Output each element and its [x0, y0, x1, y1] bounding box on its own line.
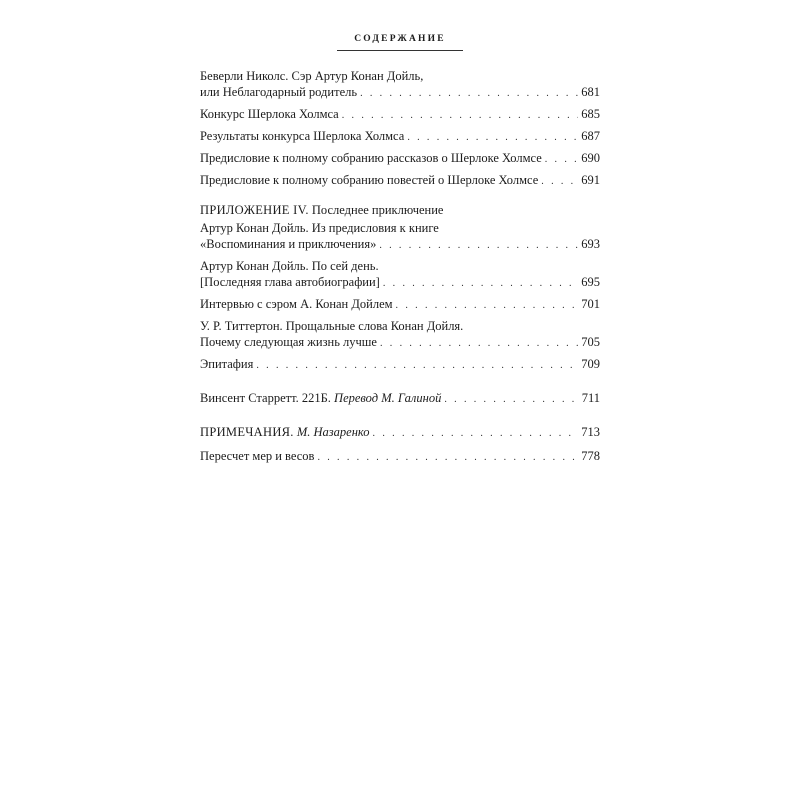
- toc-entry-line: Артур Конан Дойль. Из предисловия к книге: [200, 221, 439, 235]
- dot-leader: [360, 86, 578, 102]
- toc-page-number: 681: [581, 85, 600, 99]
- running-head: СОДЕРЖАНИЕ: [354, 34, 446, 44]
- appendix-title: Последнее приключение: [311, 203, 444, 217]
- toc-entry-interview[interactable]: [200, 296, 600, 314]
- toc-entry-titterton[interactable]: [200, 318, 600, 352]
- toc-entry-title: Предисловие к полному собранию рассказов о Шерлоке Холмсе: [200, 151, 542, 165]
- toc-entry-title: Эпитафия: [200, 357, 254, 371]
- dot-leader: [407, 130, 578, 146]
- toc-entry-preface-novels[interactable]: [200, 172, 600, 190]
- toc-entry-title: Почему следующая жизнь лучше: [200, 335, 377, 349]
- toc-entry-title: Результаты конкурса Шерлока Холмса: [200, 129, 405, 143]
- toc-entry-preface-stories[interactable]: [200, 150, 600, 168]
- toc-entry-translator: Перевод М. Галиной: [334, 391, 442, 405]
- toc-page-number: 685: [581, 107, 600, 121]
- toc-entry-title: Предисловие к полному собранию повестей о Шерлоке Холмсе: [200, 173, 539, 187]
- toc-entry-title: Винсент Старретт. 221Б.: [200, 391, 331, 405]
- notes-label: ПРИМЕЧАНИЯ.: [200, 425, 294, 439]
- toc-entry-line: У. Р. Титтертон. Прощальные слова Конан Дойля.: [200, 319, 464, 333]
- dot-leader: [379, 238, 578, 254]
- dot-leader: [383, 276, 578, 292]
- toc-entry-title: [Последняя глава автобиографии]: [200, 275, 380, 289]
- toc-page-number: 691: [581, 173, 600, 187]
- toc-page-number: 705: [581, 335, 600, 349]
- toc-entry-title: Пересчет мер и весов: [200, 449, 315, 463]
- toc-entry-title: Интервью с сэром А. Конан Дойлем: [200, 297, 393, 311]
- toc-entry-line: Артур Конан Дойль. По сей день.: [200, 259, 379, 273]
- dot-leader: [396, 298, 579, 314]
- toc-page-number: 709: [581, 357, 600, 371]
- toc-page-number: 695: [581, 275, 600, 289]
- toc-page-number: 690: [581, 151, 600, 165]
- toc-entry-title: «Воспоминания и приключения»: [200, 237, 377, 251]
- toc-entry-line: Беверли Николс. Сэр Артур Конан Дойль,: [200, 69, 424, 83]
- spacer: [200, 412, 600, 424]
- toc-entry-starrett[interactable]: [200, 390, 600, 408]
- toc-entry-memories-preface[interactable]: [200, 220, 600, 254]
- notes-author: М. Назаренко: [296, 425, 370, 439]
- running-head-rule: [337, 50, 463, 51]
- toc-page-number: 713: [581, 425, 600, 439]
- toc-entry-measures[interactable]: [200, 448, 600, 466]
- dot-leader: [342, 108, 579, 124]
- appendix-4-heading[interactable]: [200, 202, 600, 218]
- toc-entry-title: или Неблагодарный родитель: [200, 85, 358, 99]
- spacer: [200, 378, 600, 390]
- dot-leader: [444, 392, 578, 408]
- appendix-label: ПРИЛОЖЕНИЕ IV.: [200, 203, 309, 217]
- dot-leader: [380, 336, 578, 352]
- toc-page-number: 687: [581, 129, 600, 143]
- toc-entry-nichols[interactable]: [200, 68, 600, 102]
- toc-page-number: 701: [581, 297, 600, 311]
- dot-leader: [373, 426, 579, 442]
- dot-leader: [541, 174, 578, 190]
- toc-page-number: 778: [581, 449, 600, 463]
- toc-entry-epitaph[interactable]: [200, 356, 600, 374]
- table-of-contents: [200, 68, 600, 470]
- toc-page-number: 711: [581, 391, 600, 405]
- dot-leader: [545, 152, 579, 168]
- toc-entry-title: Конкурс Шерлока Холмса: [200, 107, 339, 121]
- toc-entry-notes[interactable]: [200, 424, 600, 442]
- dot-leader: [256, 358, 578, 374]
- toc-entry-contest[interactable]: [200, 106, 600, 124]
- toc-page-number: 693: [581, 237, 600, 251]
- toc-entry-to-this-day[interactable]: [200, 258, 600, 292]
- toc-entry-contest-results[interactable]: [200, 128, 600, 146]
- dot-leader: [317, 450, 578, 466]
